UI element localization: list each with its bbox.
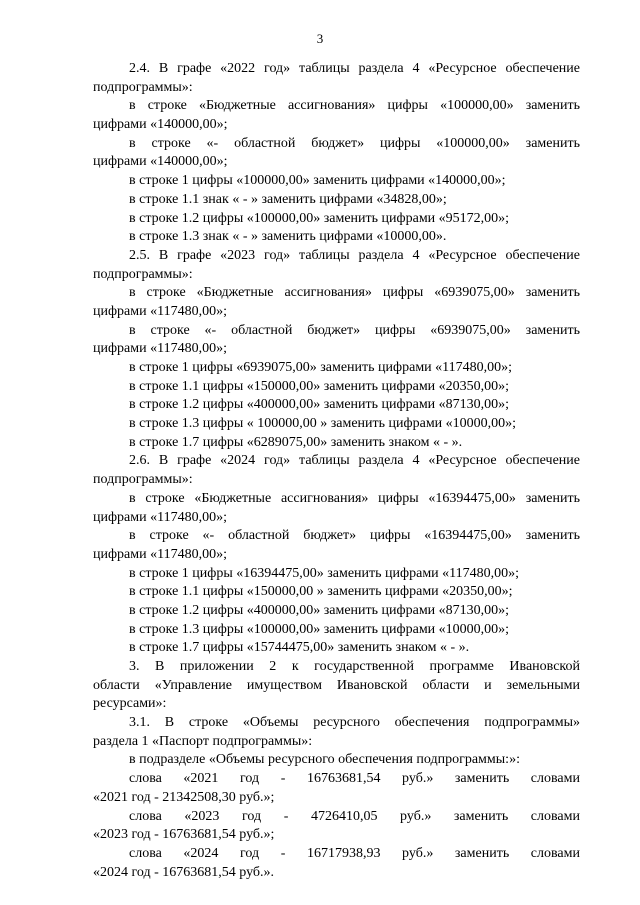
- paragraph-line: цифрами «117480,00»;: [93, 303, 227, 319]
- paragraph-line: слова «2023 год - 4726410,05 руб.» заменить словами: [129, 808, 580, 824]
- paragraph-line: в строке 1.1 цифры «150000,00» заменить цифрами «20350,00»;: [129, 378, 510, 394]
- paragraph-line: 2.4. В графе «2022 год» таблицы раздела 4 «Ресурсное обеспечение: [129, 61, 580, 76]
- paragraph-line: в строке 1.2 цифры «400000,00» заменить цифрами «87130,00»;: [129, 602, 510, 618]
- paragraph-line: «2023 год - 16763681,54 руб.»;: [93, 827, 275, 843]
- paragraph-line: цифрами «117480,00»;: [93, 546, 227, 562]
- paragraph-line: в строке «Бюджетные ассигнования» цифры «6939075,00» заменить: [129, 285, 580, 301]
- page-number: 3: [316, 31, 324, 46]
- paragraph-line: ресурсами»:: [93, 696, 167, 712]
- paragraph-line: цифрами «140000,00»;: [93, 154, 228, 170]
- paragraph-line: области «Управление имуществом Ивановской области и земельными: [93, 677, 580, 693]
- paragraph-line: в строке 1.2 цифры «400000,00» заменить цифрами «87130,00»;: [129, 397, 510, 413]
- document-body: [93, 60, 580, 882]
- paragraph-line: 2.5. В графе «2023 год» таблицы раздела 4 «Ресурсное обеспечение: [129, 247, 580, 263]
- paragraph-line: слова «2021 год - 16763681,54 руб.» заменить словами: [129, 771, 580, 787]
- paragraph-line: в строке 1.1 цифры «150000,00 » заменить цифрами «20350,00»;: [129, 584, 513, 600]
- paragraph-line: подпрограммы»:: [93, 472, 193, 488]
- paragraph-line: в строке «- областной бюджет» цифры «6939075,00» заменить: [129, 322, 580, 338]
- paragraph-line: слова «2024 год - 16717938,93 руб.» заменить словами: [129, 845, 580, 861]
- paragraph-line: в строке «- областной бюджет» цифры «100000,00» заменить: [129, 135, 580, 151]
- paragraph-line: в строке 1 цифры «16394475,00» заменить цифрами «117480,00»;: [129, 565, 520, 581]
- paragraph-line: подпрограммы»:: [93, 79, 193, 95]
- paragraph-line: в строке 1.3 знак « - » заменить цифрами «10000,00».: [129, 229, 447, 245]
- paragraph-line: в строке 1.3 цифры « 100000,00 » заменить цифрами «10000,00»;: [129, 416, 517, 432]
- paragraph-line: 3. В приложении 2 к государственной программе Ивановской: [129, 659, 580, 674]
- paragraph-line: 2.6. В графе «2024 год» таблицы раздела 4 «Ресурсное обеспечение: [129, 453, 580, 469]
- paragraph-line: в строке 1.7 цифры «15744475,00» заменить знаком « - ».: [129, 640, 470, 656]
- paragraph-line: раздела 1 «Паспорт подпрограммы»:: [93, 733, 313, 749]
- paragraph-line: «2024 год - 16763681,54 руб.».: [93, 864, 275, 880]
- paragraph-line: в строке 1 цифры «100000,00» заменить цифрами «140000,00»;: [129, 173, 506, 189]
- paragraph-line: в подразделе «Объемы ресурсного обеспечения подпрограммы:»:: [129, 752, 520, 768]
- paragraph-line: «2021 год - 21342508,30 руб.»;: [93, 789, 275, 805]
- paragraph-line: в строке 1.7 цифры «6289075,00» заменить знаком « - ».: [129, 434, 463, 450]
- paragraph-line: цифрами «140000,00»;: [93, 117, 228, 133]
- paragraph-line: в строке «Бюджетные ассигнования» цифры «16394475,00» заменить: [129, 490, 580, 506]
- paragraph-line: в строке 1.2 цифры «100000,00» заменить цифрами «95172,00»;: [129, 210, 510, 226]
- paragraph-line: в строке 1 цифры «6939075,00» заменить цифрами «117480,00»;: [129, 360, 513, 375]
- paragraph-line: в строке 1.3 цифры «100000,00» заменить цифрами «10000,00»;: [129, 621, 510, 637]
- paragraph-line: в строке «- областной бюджет» цифры «16394475,00» заменить: [129, 528, 580, 544]
- paragraph-line: цифрами «117480,00»;: [93, 341, 227, 357]
- paragraph-line: подпрограммы»:: [93, 266, 193, 282]
- paragraph-line: цифрами «117480,00»;: [93, 509, 227, 525]
- paragraph-line: в строке «Бюджетные ассигнования» цифры «100000,00» заменить: [129, 98, 580, 114]
- paragraph-line: 3.1. В строке «Объемы ресурсного обеспечения подпрограммы»: [129, 715, 580, 731]
- paragraph-line: в строке 1.1 знак « - » заменить цифрами «34828,00»;: [129, 191, 447, 207]
